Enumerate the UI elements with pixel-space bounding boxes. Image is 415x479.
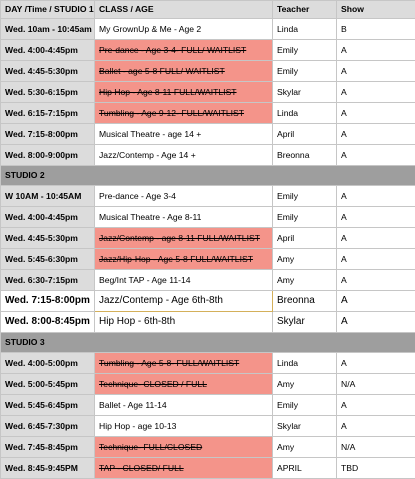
class-time: Wed. 7:45-8:45pm — [1, 437, 95, 458]
class-time: Wed. 4:45-5:30pm — [1, 61, 95, 82]
show-group: A — [337, 40, 415, 61]
header-row — [1, 1, 415, 19]
class-time: Wed. 10am - 10:45am — [1, 19, 95, 40]
class-time: Wed. 5:00-5:45pm — [1, 374, 95, 395]
class-time: Wed. 4:00-4:45pm — [1, 40, 95, 61]
class-time: Wed. 8:00-8:45pm — [1, 312, 95, 333]
class-name: Technique- CLOSED / FULL — [95, 374, 273, 395]
table-row[interactable] — [1, 374, 415, 395]
class-name: Hip Hop - 6th-8th — [95, 312, 273, 333]
class-name: Pre-dance - Age 3-4- FULL/ WAITLIST — [95, 40, 273, 61]
class-time: Wed. 7:15-8:00pm — [1, 124, 95, 145]
class-name: Technique- FULL/CLOSED — [95, 437, 273, 458]
teacher-name: Breonna — [273, 145, 337, 166]
class-time: Wed. 8:45-9:45PM — [1, 458, 95, 479]
class-name: Hip Hop - age 10-13 — [95, 416, 273, 437]
class-time: Wed. 5:45-6:30pm — [1, 249, 95, 270]
header-teacher: Teacher — [273, 1, 337, 19]
table-row[interactable] — [1, 437, 415, 458]
show-group: A — [337, 270, 415, 291]
class-name: Musical Theatre - age 14 + — [95, 124, 273, 145]
schedule-body — [1, 1, 415, 479]
teacher-name: Skylar — [273, 82, 337, 103]
show-group: B — [337, 19, 415, 40]
class-name: Hip Hop - Age 8-11 FULL/WAITLIST — [95, 82, 273, 103]
class-name: Musical Theatre - Age 8-11 — [95, 207, 273, 228]
teacher-name: Skylar — [273, 416, 337, 437]
table-row[interactable] — [1, 228, 415, 249]
class-time: Wed. 4:45-5:30pm — [1, 228, 95, 249]
class-name: Beg/Int TAP - Age 11-14 — [95, 270, 273, 291]
table-row[interactable] — [1, 458, 415, 479]
show-group: A — [337, 291, 415, 312]
class-name: Jazz/Contemp - Age 6th-8th — [95, 291, 273, 312]
show-group: A — [337, 249, 415, 270]
class-name: My GrownUp & Me - Age 2 — [95, 19, 273, 40]
class-time: Wed. 5:45-6:45pm — [1, 395, 95, 416]
studio3-label: STUDIO 3 — [1, 333, 415, 353]
class-time: Wed. 6:45-7:30pm — [1, 416, 95, 437]
table-row[interactable] — [1, 103, 415, 124]
teacher-name: Breonna — [273, 291, 337, 312]
studio2-label: STUDIO 2 — [1, 166, 415, 186]
table-row[interactable] — [1, 61, 415, 82]
teacher-name: Emily — [273, 207, 337, 228]
table-row[interactable] — [1, 395, 415, 416]
table-row[interactable] — [1, 124, 415, 145]
teacher-name: Amy — [273, 374, 337, 395]
teacher-name: Emily — [273, 186, 337, 207]
class-time: Wed. 6:15-7:15pm — [1, 103, 95, 124]
teacher-name: Linda — [273, 353, 337, 374]
class-time: Wed. 7:15-8:00pm — [1, 291, 95, 312]
teacher-name: Amy — [273, 437, 337, 458]
table-row[interactable] — [1, 40, 415, 61]
teacher-name: Emily — [273, 395, 337, 416]
table-row[interactable] — [1, 270, 415, 291]
class-time: Wed. 8:00-9:00pm — [1, 145, 95, 166]
class-name: TAP - CLOSED/ FULL — [95, 458, 273, 479]
teacher-name: Emily — [273, 61, 337, 82]
show-group: A — [337, 61, 415, 82]
header-show: Show — [337, 1, 415, 19]
show-group: A — [337, 207, 415, 228]
class-name: Ballet - Age 11-14 — [95, 395, 273, 416]
teacher-name: Skylar — [273, 312, 337, 333]
show-group: A — [337, 395, 415, 416]
table-row[interactable] — [1, 19, 415, 40]
table-row[interactable] — [1, 249, 415, 270]
class-name: Tumbling - Age 9-12- FULL/WAITLIST — [95, 103, 273, 124]
teacher-name: Amy — [273, 270, 337, 291]
teacher-name: APRIL — [273, 458, 337, 479]
show-group: A — [337, 103, 415, 124]
table-row[interactable] — [1, 82, 415, 103]
show-group: A — [337, 186, 415, 207]
class-name: Jazz/Hip-Hop - Age 5-8 FULL/WAITLIST — [95, 249, 273, 270]
class-time: Wed. 4:00-4:45pm — [1, 207, 95, 228]
class-name: Ballet - age 5-8 FULL/ WAITLIST — [95, 61, 273, 82]
show-group: A — [337, 312, 415, 333]
header-time: DAY /Time / STUDIO 1 — [1, 1, 95, 19]
class-name: Jazz/Contemp - age 8-11 FULL/WAITLIST — [95, 228, 273, 249]
teacher-name: April — [273, 228, 337, 249]
show-group: A — [337, 145, 415, 166]
table-row[interactable] — [1, 353, 415, 374]
show-group: A — [337, 353, 415, 374]
show-group: A — [337, 416, 415, 437]
header-class: CLASS / AGE — [95, 1, 273, 19]
show-group: N/A — [337, 437, 415, 458]
table-row[interactable] — [1, 416, 415, 437]
class-time: W 10AM - 10:45AM — [1, 186, 95, 207]
show-group: A — [337, 228, 415, 249]
show-group: N/A — [337, 374, 415, 395]
class-time: Wed. 4:00-5:00pm — [1, 353, 95, 374]
teacher-name: Emily — [273, 40, 337, 61]
show-group: A — [337, 124, 415, 145]
class-name: Pre-dance - Age 3-4 — [95, 186, 273, 207]
teacher-name: April — [273, 124, 337, 145]
studio2-section-row — [1, 166, 415, 186]
table-row[interactable] — [1, 145, 415, 166]
table-row[interactable] — [1, 186, 415, 207]
show-group: A — [337, 82, 415, 103]
show-group: TBD — [337, 458, 415, 479]
teacher-name: Amy — [273, 249, 337, 270]
studio3-section-row — [1, 333, 415, 353]
teacher-name: Linda — [273, 103, 337, 124]
table-row[interactable] — [1, 207, 415, 228]
class-name: Tumbling - Age 5-8- FULL/WAITLIST — [95, 353, 273, 374]
class-time: Wed. 5:30-6:15pm — [1, 82, 95, 103]
class-time: Wed. 6:30-7:15pm — [1, 270, 95, 291]
table-row[interactable] — [1, 291, 415, 312]
teacher-name: Linda — [273, 19, 337, 40]
table-row[interactable] — [1, 312, 415, 333]
class-name: Jazz/Contemp - Age 14 + — [95, 145, 273, 166]
